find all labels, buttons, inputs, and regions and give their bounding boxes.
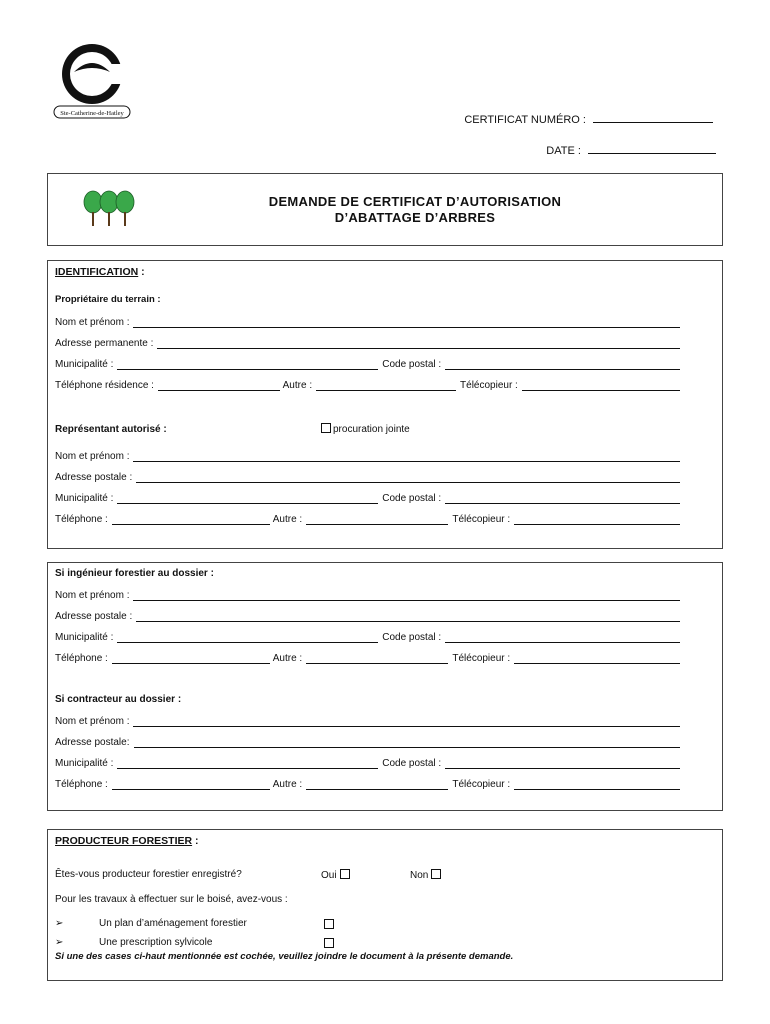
rep-address-field[interactable] — [55, 469, 680, 483]
proxy-label: procuration jointe — [333, 424, 410, 435]
field-label: Nom et prénom : — [55, 451, 130, 462]
yes-option[interactable] — [321, 869, 350, 881]
no-option[interactable] — [410, 869, 441, 881]
plan-option[interactable] — [55, 918, 375, 929]
other-label: Autre : — [272, 653, 303, 664]
identification-heading: IDENTIFICATION : — [55, 266, 145, 278]
owner-name-field[interactable] — [55, 314, 680, 328]
field-label: Municipalité : — [55, 359, 114, 370]
fax-label: Télécopieur : — [452, 779, 511, 790]
form-title-line1: DEMANDE DE CERTIFICAT D’AUTORISATION — [268, 194, 562, 209]
field-label: Nom et prénom : — [55, 716, 130, 727]
owner-phone-field[interactable] — [55, 377, 680, 391]
engineer-contractor-section — [47, 562, 723, 811]
municipality-logo — [52, 40, 132, 122]
registered-question: Êtes-vous producteur forestier enregistré? — [55, 869, 242, 880]
svg-text:Ste-Catherine-de-Hatley: Ste-Catherine-de-Hatley — [60, 110, 124, 117]
contractor-address-field[interactable] — [55, 734, 680, 748]
yes-checkbox[interactable] — [340, 869, 350, 879]
proxy-checkbox[interactable] — [321, 423, 331, 433]
field-label: Téléphone : — [55, 779, 108, 790]
form-title-line2: D’ABATTAGE D’ARBRES — [334, 210, 496, 225]
field-label: Adresse permanente : — [55, 338, 154, 349]
rep-name-field[interactable] — [55, 448, 680, 462]
proxy-checkbox-row[interactable] — [321, 423, 410, 435]
other-label: Autre : — [272, 514, 303, 525]
owner-heading: Propriétaire du terrain : — [55, 294, 161, 305]
date-label: DATE : — [546, 145, 581, 157]
field-label: Adresse postale : — [55, 472, 133, 483]
field-label: Municipalité : — [55, 632, 114, 643]
attach-note: Si une des cases ci-haut mentionnée est cochée, veuillez joindre le document à la présente demande. — [55, 951, 514, 962]
other-label: Autre : — [282, 380, 313, 391]
works-question: Pour les travaux à effectuer sur le boisé, avez-vous : — [55, 894, 288, 905]
postal-label: Code postal : — [382, 632, 442, 643]
field-label: Nom et prénom : — [55, 590, 130, 601]
title-box — [47, 173, 723, 246]
rep-phone-field[interactable] — [55, 511, 680, 525]
other-label: Autre : — [272, 779, 303, 790]
engineer-municipality-field[interactable] — [55, 629, 680, 643]
field-label: Municipalité : — [55, 493, 114, 504]
prescription-option[interactable] — [55, 937, 375, 948]
rep-heading: Représentant autorisé : — [55, 424, 167, 435]
field-label: Téléphone résidence : — [55, 380, 154, 391]
date-field[interactable] — [546, 145, 716, 157]
owner-address-field[interactable] — [55, 335, 680, 349]
postal-label: Code postal : — [382, 359, 442, 370]
identification-section — [47, 260, 723, 549]
fax-label: Télécopieur : — [452, 653, 511, 664]
contractor-municipality-field[interactable] — [55, 755, 680, 769]
bullet-icon: ➢ — [55, 918, 64, 929]
prescription-label: Une prescription sylvicole — [99, 937, 213, 948]
plan-label: Un plan d’aménagement forestier — [99, 918, 247, 929]
plan-checkbox[interactable] — [324, 919, 334, 929]
no-label: Non — [410, 870, 429, 881]
field-label: Adresse postale : — [55, 611, 133, 622]
fax-label: Télécopieur : — [460, 380, 518, 391]
contractor-name-field[interactable] — [55, 713, 680, 727]
producer-section — [47, 829, 723, 981]
engineer-name-field[interactable] — [55, 587, 680, 601]
owner-municipality-field[interactable] — [55, 356, 680, 370]
prescription-checkbox[interactable] — [324, 938, 334, 948]
producer-heading: PRODUCTEUR FORESTIER : — [55, 835, 199, 847]
field-label: Adresse postale: — [55, 737, 130, 748]
certificate-number-label: CERTIFICAT NUMÉRO : — [464, 114, 586, 126]
postal-label: Code postal : — [382, 758, 442, 769]
field-label: Téléphone : — [55, 514, 108, 525]
contractor-heading: Si contracteur au dossier : — [55, 694, 182, 705]
field-label: Nom et prénom : — [55, 317, 130, 328]
rep-municipality-field[interactable] — [55, 490, 680, 504]
bullet-icon: ➢ — [55, 937, 64, 948]
engineer-address-field[interactable] — [55, 608, 680, 622]
field-label: Municipalité : — [55, 758, 114, 769]
no-checkbox[interactable] — [431, 869, 441, 879]
certificate-number-field[interactable] — [464, 114, 713, 126]
field-label: Téléphone : — [55, 653, 108, 664]
fax-label: Télécopieur : — [452, 514, 511, 525]
contractor-phone-field[interactable] — [55, 776, 680, 790]
postal-label: Code postal : — [382, 493, 442, 504]
yes-label: Oui — [321, 870, 337, 881]
engineer-phone-field[interactable] — [55, 650, 680, 664]
engineer-heading: Si ingénieur forestier au dossier : — [55, 568, 214, 579]
